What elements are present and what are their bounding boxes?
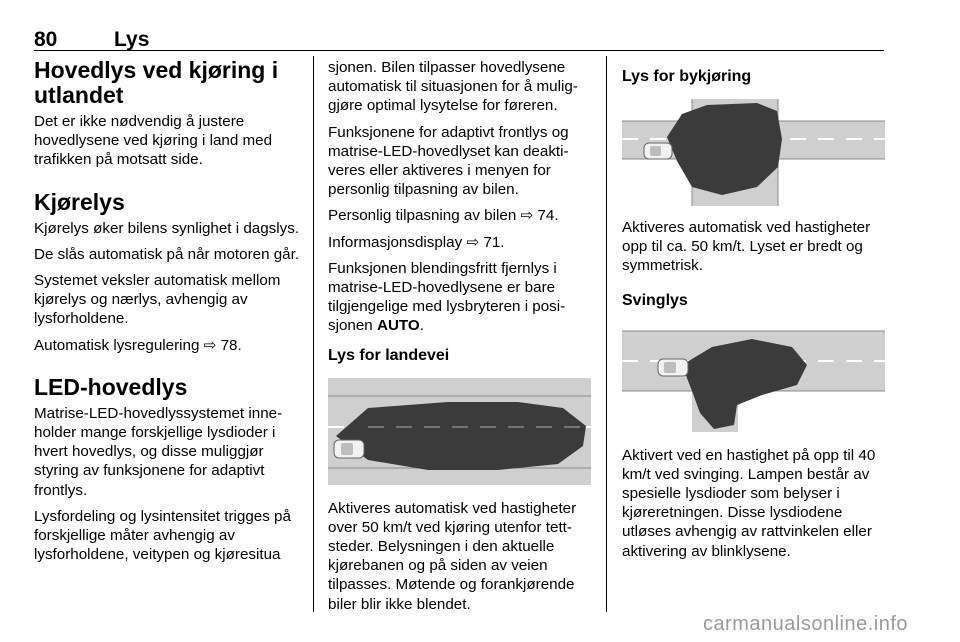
car-icon (658, 359, 688, 376)
heading-abroad: Hovedlys ved kjøring i utlandet (34, 57, 279, 108)
column-divider-1 (313, 56, 314, 612)
chapter-title: Lys (114, 28, 150, 51)
para-cornering-light: Aktivert ved en hastighet på opp til 40 km/t ved svinging. Lampen består av spesielle lysdioder som belyser i kjøreretningen. Disse lysdiodene utløses avhengig av rattvinkelen eller aktivering av blinklysene. (622, 446, 876, 560)
country-light-illustration (328, 378, 591, 485)
page-header (34, 28, 149, 52)
para-city-light: Aktiveres automatisk ved hastigheter opp til ca. 50 km/t. Lyset er bredt og symmetrisk. (622, 219, 871, 275)
heading-led: LED-hovedlys (34, 373, 188, 400)
heading-country-light: Lys for landevei (328, 346, 450, 364)
column-1 (34, 58, 306, 571)
watermark: carmanualsonline.info (702, 613, 908, 635)
para-drl-3: Systemet veksler automatisk mellom kjørelys og nærlys, avhengig av lysforholdene. (34, 272, 281, 328)
heading-cornering-light: Svinglys (622, 291, 688, 309)
para-glare-free: Funksjonen blendingsfritt fjernlys i matrise-LED-hovedlysene er bare tilgjengelige med lysbryteren i posisjonen AUTO. (328, 259, 566, 335)
para-drl-4: Automatisk lysregulering ⇨ 78. (34, 336, 242, 354)
city-light-illustration (622, 99, 885, 206)
auto-keyword: AUTO (376, 317, 420, 335)
para-personal-ref: Personlig tilpasning av bilen ⇨ 74. (328, 207, 559, 225)
column-3 (622, 58, 886, 568)
para-abroad: Det er ikke nødvendig å justere hovedlysene ved kjøring i land med trafikken på motsatt side. (34, 113, 273, 169)
para-continued: sjonen. Bilen tilpasser hovedlysene automatisk til situasjonen for å muliggjøre optimal lysytelse for føreren. (328, 59, 578, 115)
car-icon (334, 440, 364, 458)
heading-city-light: Lys for bykjøring (622, 68, 752, 85)
car-icon (644, 143, 672, 159)
heading-drl: Kjørelys (34, 188, 125, 215)
column-divider-2 (606, 56, 607, 612)
cornering-light-illustration (622, 325, 885, 432)
para-led-1: Matrise-LED-hovedlyssystemet inneholder mange forskjellige lysdioder i hvert hovedlys, og disse muliggjør styring av funksjonene for adaptivt frontlys. (34, 404, 283, 499)
para-drl-2: De slås automatisk på når motoren går. (34, 245, 300, 263)
column-2 (328, 58, 596, 621)
page-number: 80 (34, 28, 58, 51)
header-rule (34, 50, 884, 51)
para-deactivate: Funksjonene for adaptivt frontlys og matrise-LED-hovedlyset kan deaktiveres eller aktiveres i menyen for personlig tilpasning av bilen. (328, 123, 569, 199)
para-led-2: Lysfordeling og lysintensitet trigges på forskjellige måter avhengig av lysforholdene, veitypen og kjøresitua (34, 507, 291, 564)
para-info-ref: Informasjonsdisplay ⇨ 71. (328, 233, 505, 251)
para-drl-1: Kjørelys øker bilens synlighet i dagslys. (34, 219, 300, 237)
para-country-light: Aktiveres automatisk ved hastigheter over 50 km/t ved kjøring utenfor tettsteder. Belysningen i den aktuelle kjørebanen og på siden av veien tilpasses. Møtende og forankjørende biler blir ikke blendet. (328, 499, 577, 613)
